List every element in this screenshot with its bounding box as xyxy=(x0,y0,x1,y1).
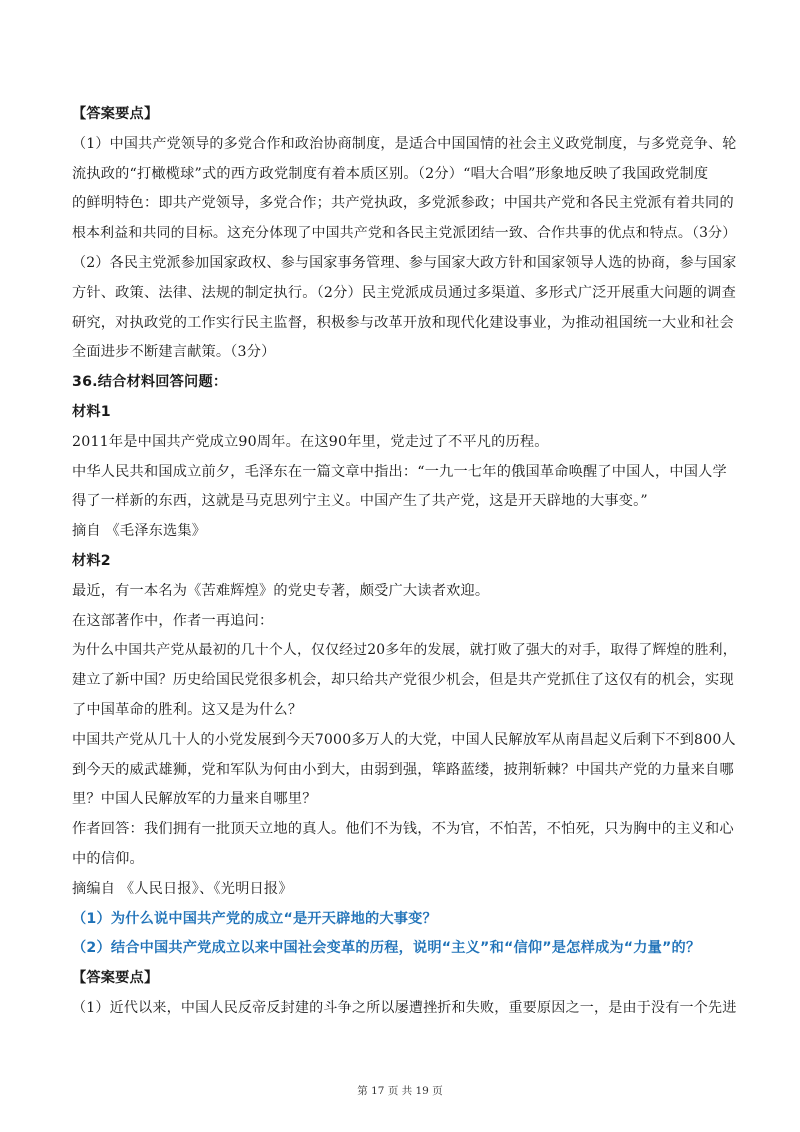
paragraph-line: 在这部著作中，作者一再追问： xyxy=(72,612,274,629)
answer-heading: 【答案要点】 xyxy=(72,106,159,122)
paragraph-line: 流执政的“打橄榄球”式的西方政党制度有着本质区别。（2分）“唱大合唱”形象地反映了我国政党制度 xyxy=(72,165,709,182)
material-label: 材料1 xyxy=(72,403,111,420)
paragraph-line: 得了一样新的东西，这就是马克思列宁主义。中国产生了共产党，这是开天辟地的大事变。” xyxy=(72,493,648,510)
paragraph-line: 中的信仰。 xyxy=(72,850,144,867)
paragraph-line: 作者回答：我们拥有一批顶天立地的真人。他们不为钱，不为官，不怕苦，不怕死，只为胸中的主义和心 xyxy=(72,821,734,838)
question-heading: 36.结合材料回答问题： xyxy=(72,374,228,391)
paragraph-line: 的鲜明特色：即共产党领导，多党合作；共产党执政，多党派参政；中国共产党和各民主党派有着共同的 xyxy=(72,195,734,212)
paragraph-line: 里？中国人民解放军的力量来自哪里？ xyxy=(72,791,317,808)
paragraph-line: 中华人民共和国成立前夕，毛泽东在一篇文章中指出：“一九一七年的俄国革命唤醒了中国人，中国人学 xyxy=(72,463,727,480)
paragraph-line: （1）中国共产党领导的多党合作和政治协商制度，是适合中国国情的社会主义政党制度，与多党竞争、轮 xyxy=(72,135,737,152)
source-line: 摘编自 《人民日报》、《光明日报》 xyxy=(72,880,293,897)
answer-heading: 【答案要点】 xyxy=(72,970,159,987)
paragraph-line: （2）各民主党派参加国家政权、参与国家事务管理、参与国家大政方针和国家领导人选的协商，参与国家 xyxy=(72,254,737,271)
paragraph-line: 了中国革命的胜利。这又是为什么？ xyxy=(72,701,303,718)
page-footer: 第 17 页 共 19 页 xyxy=(357,1085,443,1097)
paragraph-line: 方针、政策、法律、法规的制定执行。（2分）民主党派成员通过多渠道、多形式广泛开展重大问题的调查 xyxy=(72,284,736,301)
material-label: 材料2 xyxy=(72,552,111,569)
paragraph-line: 到今天的威武雄狮，党和军队为何由小到大，由弱到强，筚路蓝缕，披荆斩棘？中国共产党的力量来自哪 xyxy=(72,761,734,778)
paragraph-line: 全面进步不断建言献策。（3分） xyxy=(72,344,276,361)
paragraph-line: 中国共产党从几十人的小党发展到今天7000多万人的大党，中国人民解放军从南昌起义后剩下不到800人 xyxy=(72,731,736,748)
paragraph-line: 研究，对执政党的工作实行民主监督，积极参与改革开放和现代化建设事业，为推动祖国统一大业和社会 xyxy=(72,314,734,331)
document-page xyxy=(72,100,737,1024)
sub-question-1: （1）为什么说中国共产党的成立“是开天辟地的大事变？ xyxy=(72,910,437,927)
sub-question-2: （2）结合中国共产党成立以来中国社会变革的历程，说明“主义”和“信仰”是怎样成为“力量”的？ xyxy=(72,940,701,957)
source-line: 摘自 《毛泽东选集》 xyxy=(72,523,207,540)
paragraph-line: 为什么中国共产党从最初的几十个人，仅仅经过20多年的发展，就打败了强大的对手，取得了辉煌的胜利， xyxy=(72,642,737,659)
paragraph-line: 最近，有一本名为《苦难辉煌》的党史专著，颇受广大读者欢迎。 xyxy=(72,582,490,599)
paragraph-line: 建立了新中国？历史给国民党很多机会，却只给共产党很少机会，但是共产党抓住了这仅有的机会，实现 xyxy=(72,672,734,689)
paragraph-line: 根本利益和共同的目标。这充分体现了中国共产党和各民主党派团结一致、合作共事的优点和特点。（3分） xyxy=(72,225,737,242)
paragraph-line: 2011年是中国共产党成立90周年。在这90年里，党走过了不平凡的历程。 xyxy=(72,433,549,450)
paragraph-line: （1）近代以来，中国人民反帝反封建的斗争之所以屡遭挫折和失败，重要原因之一，是由于没有一个先进 xyxy=(72,999,737,1016)
